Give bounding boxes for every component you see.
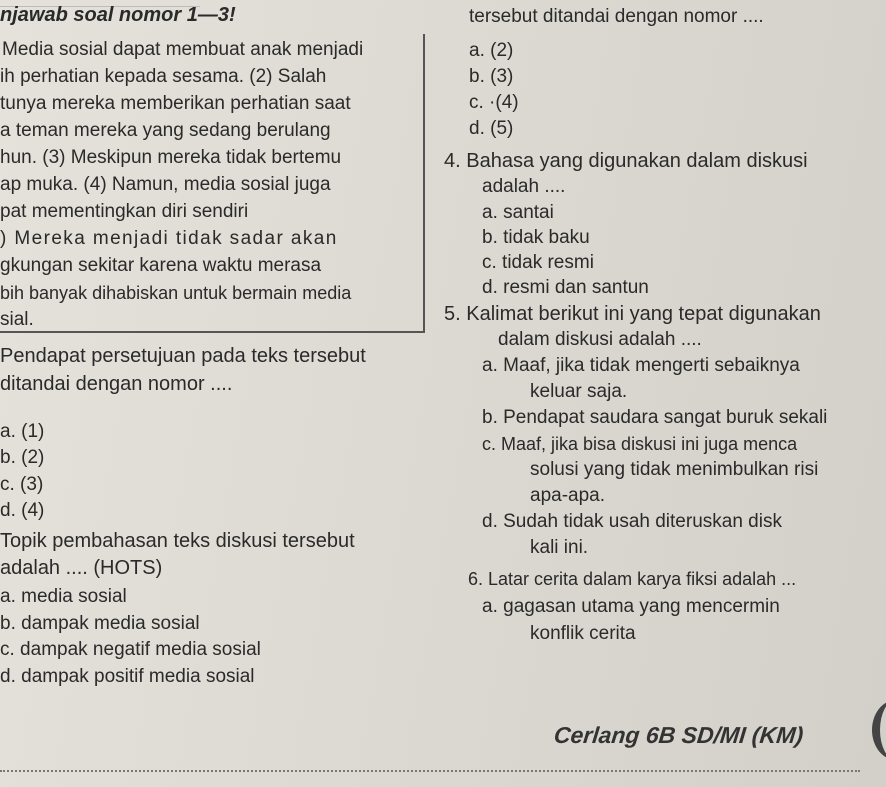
passage-line: tunya mereka memberikan perhatian saat (0, 93, 351, 114)
passage-line: pat mementingkan diri sendiri (0, 201, 249, 222)
passage-line: ih perhatian kepada sesama. (2) Salah (0, 66, 327, 87)
passage-line: ap muka. (4) Namun, media sosial juga (0, 174, 331, 195)
question-6-stem: 6. Latar cerita dalam karya fiksi adalah ... (468, 569, 797, 589)
option: a. (2) (469, 40, 514, 61)
option: a. (1) (0, 421, 45, 442)
option: b. Pendapat saudara sangat buruk sekali (482, 407, 828, 428)
option: c. ·(4) (469, 92, 519, 113)
passage-line: a teman mereka yang sedang berulang (0, 120, 331, 141)
question-5-stem: dalam diskusi adalah .... (498, 329, 702, 350)
option: d. resmi dan santun (482, 277, 649, 298)
passage-line: hun. (3) Meskipun mereka tidak bertemu (0, 147, 342, 168)
instruction-header: njawab soal nomor 1—3! (0, 4, 236, 26)
option: d. (5) (469, 118, 514, 139)
passage-line: bih banyak dihabiskan untuk bermain media (0, 283, 352, 303)
passage-line: gkungan sekitar karena waktu merasa (0, 255, 322, 276)
passage-line: sial. (0, 309, 34, 330)
question-4-stem: adalah .... (482, 176, 566, 197)
option: c. tidak resmi (482, 252, 594, 273)
option: b. dampak media sosial (0, 613, 200, 634)
option-continued: kali ini. (530, 537, 589, 558)
option-continued: solusi yang tidak menimbulkan risi (530, 459, 819, 480)
option: a. santai (482, 202, 554, 223)
option: c. (3) (0, 474, 44, 495)
option: d. Sudah tidak usah diteruskan disk (482, 511, 782, 532)
book-title-footer: Cerlang 6B SD/MI (KM) (552, 722, 805, 748)
question-2-stem-continued: tersebut ditandai dengan nomor .... (469, 6, 764, 27)
option: a. Maaf, jika tidak mengerti sebaiknya (482, 355, 800, 376)
option: c. Maaf, jika bisa diskusi ini juga menca (482, 434, 798, 454)
option-continued: keluar saja. (530, 381, 628, 402)
option: d. (4) (0, 500, 45, 521)
question-stem: Pendapat persetujuan pada teks tersebut (0, 345, 366, 367)
option: d. dampak positif media sosial (0, 666, 255, 687)
question-stem: adalah .... (HOTS) (0, 557, 163, 579)
option: c. dampak negatif media sosial (0, 639, 261, 660)
option: a. gagasan utama yang mencermin (482, 596, 780, 617)
question-4-stem: 4. Bahasa yang digunakan dalam diskusi (444, 150, 808, 172)
option: b. (3) (469, 66, 514, 87)
dotted-divider (0, 770, 860, 772)
option: a. media sosial (0, 586, 127, 607)
decorative-swoosh (872, 700, 886, 760)
question-5-stem: 5. Kalimat berikut ini yang tepat digunakan (444, 303, 821, 325)
question-stem: Topik pembahasan teks diskusi tersebut (0, 530, 355, 552)
passage-line: ) Mereka menjadi tidak sadar akan (0, 228, 338, 249)
option-continued: konflik cerita (530, 623, 636, 644)
option-continued: apa-apa. (530, 485, 606, 506)
option: b. tidak baku (482, 227, 590, 248)
option: b. (2) (0, 447, 45, 468)
question-stem: ditandai dengan nomor .... (0, 373, 233, 395)
passage-line: Media sosial dapat membuat anak menjadi (2, 39, 364, 60)
